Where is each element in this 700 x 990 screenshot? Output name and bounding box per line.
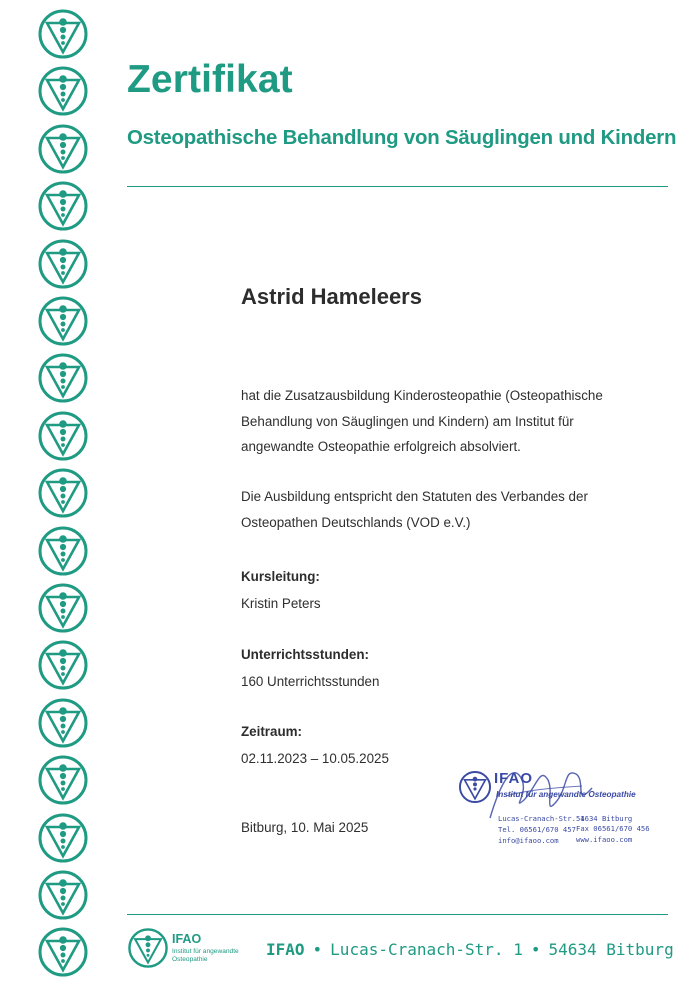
completion-line-1: hat die Zusatzausbildung Kinderosteopathie (Osteopathische	[241, 388, 603, 403]
completion-line-2: Behandlung von Säuglingen und Kindern) am Institut für	[241, 413, 574, 429]
footer-address	[266, 940, 674, 959]
stamp-web: www.ifaoo.com	[576, 835, 633, 844]
ifao-logo-icon	[37, 295, 89, 347]
ifao-logo-icon	[37, 639, 89, 691]
completion-line-3: angewandte Osteopathie erfolgreich absolviert.	[241, 439, 521, 454]
bottom-divider	[127, 914, 668, 915]
stamp-email: info@ifaoo.com	[498, 836, 559, 845]
footer-separator-1: •	[312, 940, 323, 959]
hours-label: Unterrichtsstunden:	[241, 647, 369, 662]
period-value: 02.11.2023 – 10.05.2025	[241, 751, 389, 766]
ifao-logo-icon	[37, 582, 89, 634]
ifao-logo-icon	[37, 697, 89, 749]
ifao-logo-icon	[37, 467, 89, 519]
footer-org-line-2: Osteopathie	[172, 956, 208, 963]
hours-value: 160 Unterrichtsstunden	[241, 674, 380, 689]
ifao-logo-icon	[37, 352, 89, 404]
ifao-logo-icon	[37, 754, 89, 806]
ifao-logo-icon	[37, 238, 89, 290]
ifao-logo-icon	[37, 65, 89, 117]
ifao-logo-icon	[37, 410, 89, 462]
stamp-street: Lucas-Cranach-Str. 1	[498, 814, 585, 823]
top-divider	[127, 186, 668, 187]
certificate-title: Zertifikat	[127, 58, 293, 101]
ifao-logo-icon	[37, 812, 89, 864]
ifao-logo-icon	[37, 180, 89, 232]
stamp-fax: Fax 06561/670 456	[576, 824, 650, 833]
ifao-logo-icon	[37, 926, 89, 978]
ifao-logo-icon	[37, 525, 89, 577]
statute-paragraph	[241, 484, 588, 535]
footer-separator-2: •	[530, 940, 541, 959]
recipient-name: Astrid Hameleers	[241, 284, 422, 309]
footer-address-city: 54634 Bitburg	[548, 940, 674, 959]
statute-line-2: Osteopathen Deutschlands (VOD e.V.)	[241, 514, 471, 530]
logo-border-column	[37, 8, 89, 988]
completion-paragraph	[241, 383, 603, 460]
certificate-subtitle: Osteopathische Behandlung von Säuglingen und Kindern	[127, 127, 677, 149]
ifao-logo-icon	[37, 8, 89, 60]
footer-address-street: Lucas-Cranach-Str. 1	[330, 940, 523, 959]
footer-address-name: IFAO	[266, 940, 305, 959]
course-lead-label: Kursleitung:	[241, 569, 320, 584]
place-date: Bitburg, 10. Mai 2025	[241, 820, 369, 835]
stamp-tel: Tel. 06561/670 457	[498, 825, 576, 834]
ifao-logo-icon	[37, 123, 89, 175]
statute-line-1: Die Ausbildung entspricht den Statuten des Verbandes der	[241, 489, 588, 504]
stamp-city: 54634 Bitburg	[576, 814, 633, 823]
ifao-logo-icon	[37, 869, 89, 921]
institute-stamp	[452, 766, 652, 856]
stamp-institute: Institut für angewandte Osteopathie	[496, 790, 636, 799]
stamp-name: IFAO	[494, 770, 534, 787]
period-label: Zeitraum:	[241, 724, 303, 739]
footer-org-line-1: Institut für angewandte	[172, 948, 239, 955]
course-lead-value: Kristin Peters	[241, 596, 321, 611]
footer-logo-icon	[127, 927, 169, 969]
footer-org-name: IFAO	[172, 932, 202, 946]
